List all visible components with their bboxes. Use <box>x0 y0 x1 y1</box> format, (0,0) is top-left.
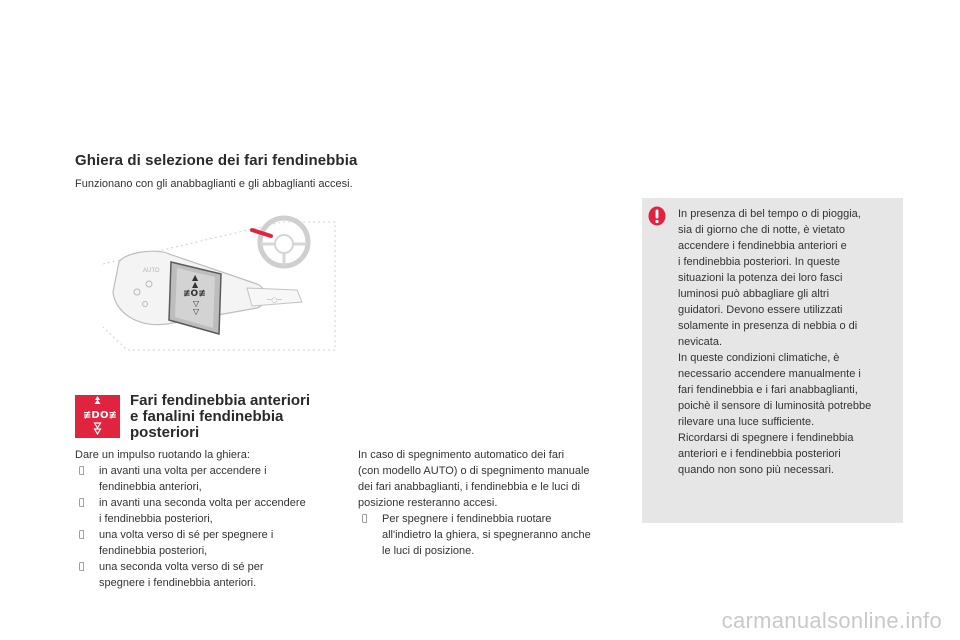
auto-label: AUTO <box>143 268 160 274</box>
list-item <box>75 527 340 559</box>
warning-line: luminosi può abbagliare gli altri <box>678 288 830 300</box>
bullet-icon <box>79 495 84 511</box>
steering-wheel-icon <box>252 218 308 266</box>
list-item-line: Per spegnere i fendinebbia ruotare <box>382 513 552 525</box>
paragraph <box>358 447 623 511</box>
paragraph-line: In caso di spegnimento automatico dei fari <box>358 449 565 461</box>
svg-text:O≢: O≢ <box>100 410 117 421</box>
list-item-line: le luci di posizione. <box>382 545 475 557</box>
warning-line: accendere i fendinebbia anteriori e <box>678 240 847 252</box>
warning-line: Ricordarsi di spegnere i fendinebbia <box>678 432 854 444</box>
intro-text: Funzionano con gli anabbaglianti e gli abbaglianti accesi. <box>75 178 353 190</box>
light-stalk-illustration <box>97 212 339 354</box>
list-item-line: i fendinebbia posteriori, <box>99 513 213 525</box>
warning-icon <box>648 206 666 226</box>
warning-line: sia di giorno che di notte, è vietato <box>678 224 845 236</box>
subsection-title-line: e fanalini fendinebbia <box>130 408 284 425</box>
instructions-column <box>75 447 340 591</box>
warning-line: situazioni la potenza dei loro fasci <box>678 272 843 284</box>
warning-line: i fendinebbia posteriori. In queste <box>678 256 841 268</box>
bullet-icon <box>79 559 84 575</box>
paragraph-line: (con modello AUTO) o di spegnimento manuale <box>358 465 590 477</box>
list-item <box>75 559 340 591</box>
warning-line: necessario accendere manualmente i <box>678 368 861 380</box>
warning-paragraph <box>678 206 900 478</box>
list-item-line: una seconda volta verso di sé per <box>99 561 264 573</box>
warning-line: guidatori. Devono essere utilizzati <box>678 304 843 316</box>
warning-line: anteriori e i fendinebbia posteriori <box>678 448 841 460</box>
warning-line: nevicata. <box>678 336 723 348</box>
bullet-icon <box>79 527 84 543</box>
bullet-icon <box>79 463 84 479</box>
svg-text:─○─: ─○─ <box>267 296 282 304</box>
instructions-lead: Dare un impulso ruotando la ghiera: <box>75 449 250 461</box>
warning-text <box>678 206 900 478</box>
list-item <box>75 495 340 527</box>
svg-text:≢D: ≢D <box>83 410 100 421</box>
warning-line: solamente in presenza di nebbia o di <box>678 320 858 332</box>
svg-text:≢O≢: ≢O≢ <box>183 289 206 299</box>
subsection-title <box>130 393 340 441</box>
list-item <box>75 463 340 495</box>
list-item-line: una volta verso di sé per spegnere i <box>99 529 274 541</box>
svg-text:▽: ▽ <box>193 299 200 308</box>
warning-line: rilevare una luce sufficiente. <box>678 416 815 428</box>
svg-text:▲: ▲ <box>192 280 199 289</box>
section-title: Ghiera di selezione dei fari fendinebbia <box>75 152 358 169</box>
warning-line: poichè il sensore di luminosità potrebbe <box>678 400 872 412</box>
svg-text:▲: ▲ <box>192 273 199 282</box>
warning-line: In queste condizioni climatiche, è <box>678 352 840 364</box>
list-item-line: spegnere i fendinebbia anteriori. <box>99 577 257 589</box>
subsection-title-line: posteriori <box>130 424 200 441</box>
list-item-line: fendinebbia posteriori, <box>99 545 208 557</box>
paragraph-line: dei fari anabbaglianti, i fendinebbia e le luci di <box>358 481 580 493</box>
warning-line: fari fendinebbia e i fari anabbaglianti, <box>678 384 858 396</box>
list-item-line: in avanti una seconda volta per accendere <box>99 497 306 509</box>
list-item <box>358 511 623 559</box>
auto-off-column <box>358 447 623 559</box>
list-item-line: fendinebbia anteriori, <box>99 481 202 493</box>
fog-lights-icon <box>75 395 120 438</box>
auto-off-list <box>358 511 623 559</box>
paragraph-line: posizione resteranno accesi. <box>358 497 498 509</box>
bullet-icon <box>362 511 367 527</box>
list-item-line: in avanti una volta per accendere i <box>99 465 267 477</box>
instructions-list <box>75 463 340 591</box>
svg-text:▽: ▽ <box>193 307 200 316</box>
warning-line: quando non sono più necessari. <box>678 464 834 476</box>
watermark-link[interactable]: carmanualsonline.info <box>721 608 942 633</box>
warning-line: In presenza di bel tempo o di pioggia, <box>678 208 861 220</box>
subsection-title-line: Fari fendinebbia anteriori <box>130 392 311 409</box>
list-item-line: all'indietro la ghiera, si spegneranno anche <box>382 529 591 541</box>
